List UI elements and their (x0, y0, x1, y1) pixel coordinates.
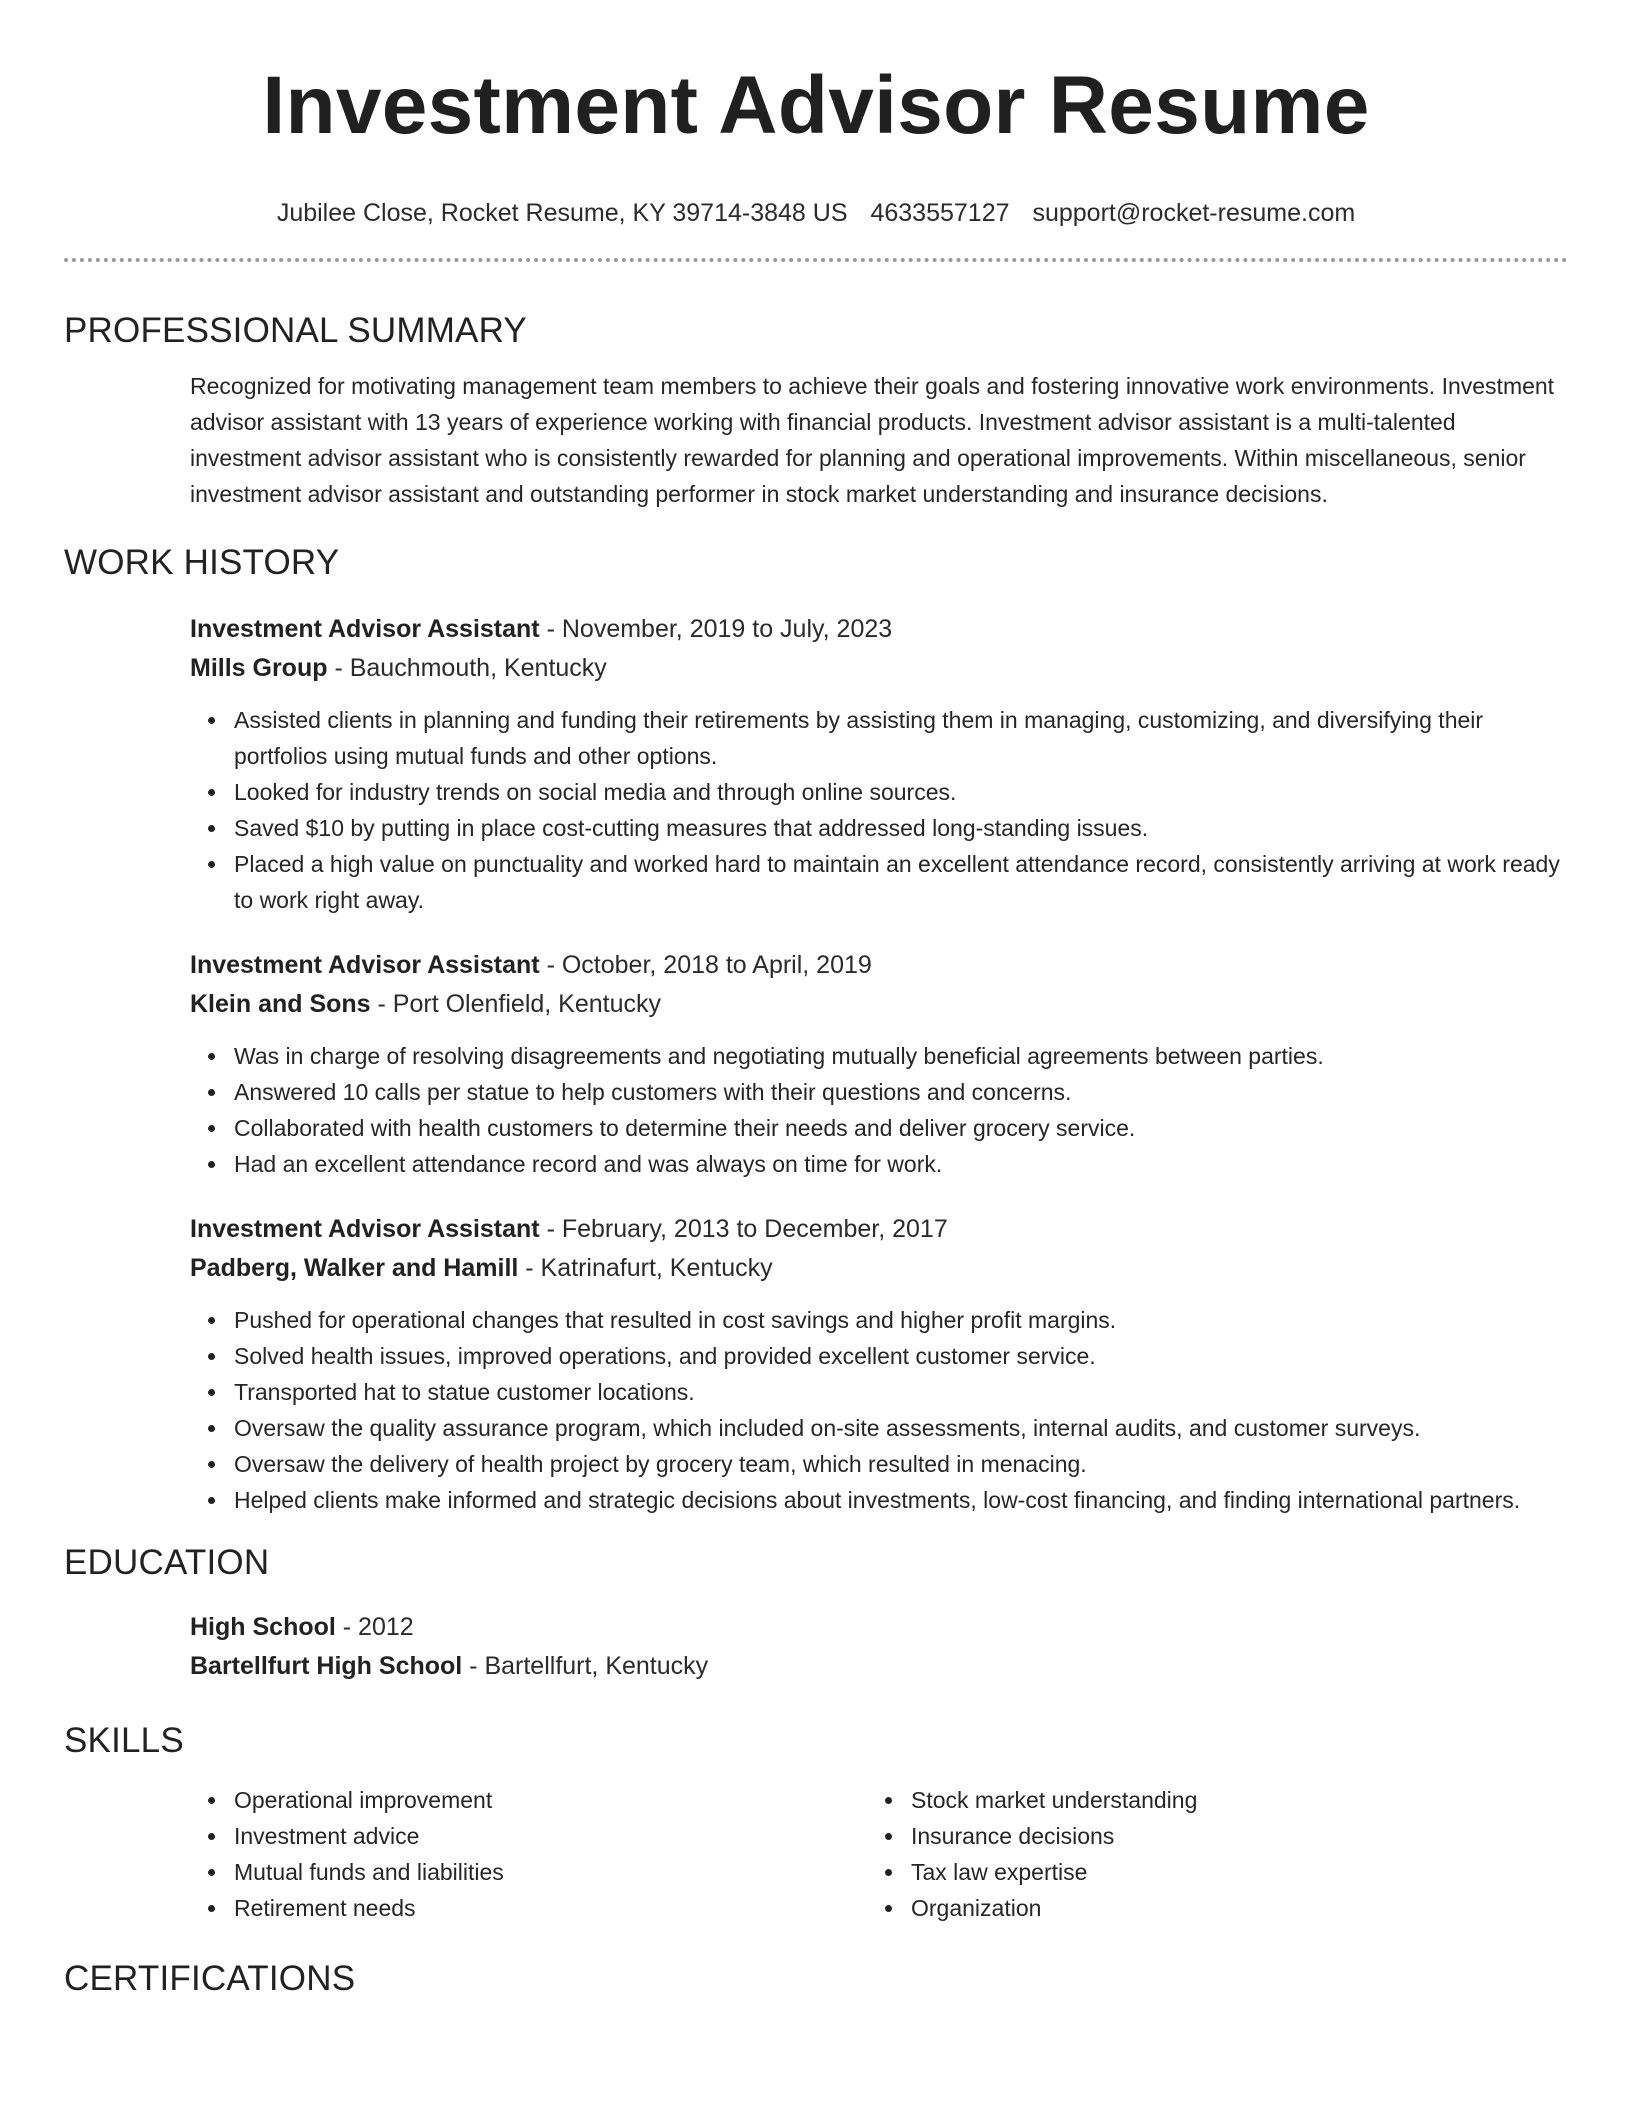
job-entry (190, 610, 1568, 918)
skill-item: Retirement needs (234, 1890, 867, 1926)
work-history-section (190, 610, 1568, 1518)
job-title-line (190, 1210, 1568, 1249)
skills-column-right (867, 1782, 1544, 1926)
job-company-line (190, 985, 1568, 1024)
document-title: Investment Advisor Resume (262, 60, 1370, 151)
job-company-line (190, 1249, 1568, 1288)
job-duty: Oversaw the delivery of health project by grocery team, which resulted in menacing. (234, 1446, 1568, 1482)
section-heading-work-history: WORK HISTORY (64, 543, 340, 582)
job-duty: Answered 10 calls per statue to help customers with their questions and concerns. (234, 1074, 1568, 1110)
skill-item: Investment advice (234, 1818, 867, 1854)
job-entry (190, 946, 1568, 1182)
skills-column-left (190, 1782, 867, 1926)
job-entry (190, 1210, 1568, 1518)
job-duty: Had an excellent attendance record and was always on time for work. (234, 1146, 1568, 1182)
job-duties-list (190, 702, 1568, 918)
job-title-line (190, 610, 1568, 649)
job-dates: - October, 2018 to April, 2019 (539, 951, 872, 979)
header-divider (64, 258, 1568, 262)
job-duties-list (190, 1038, 1568, 1182)
skill-item: Stock market understanding (911, 1782, 1544, 1818)
job-duty: Solved health issues, improved operations, and provided excellent customer service. (234, 1338, 1568, 1374)
job-company: Mills Group (190, 654, 328, 682)
skill-item: Mutual funds and liabilities (234, 1854, 867, 1890)
contact-email: support@rocket-resume.com (1032, 199, 1356, 227)
job-duty: Pushed for operational changes that resulted in cost savings and higher profit margins. (234, 1302, 1568, 1338)
job-duty: Saved $10 by putting in place cost-cutting measures that addressed long-standing issues. (234, 810, 1568, 846)
education-section (190, 1608, 1568, 1686)
job-location: - Bauchmouth, Kentucky (327, 654, 607, 682)
skill-item: Organization (911, 1890, 1544, 1926)
contact-phone: 4633557127 (870, 199, 1010, 227)
summary-text: Recognized for motivating management team members to achieve their goals and fostering innovative work environments. Investment advisor assistant with 13 years of experience working with financial products. Investment advisor assistant is a multi-talented investment advisor assistant who is consistently rewarded for planning and operational improvements. Within miscellaneous, senior investment advisor assistant and outstanding performer in stock market understanding and insurance decisions. (190, 373, 1555, 507)
job-duty: Looked for industry trends on social media and through online sources. (234, 774, 1568, 810)
job-location: - Port Olenfield, Kentucky (370, 990, 661, 1018)
job-duty: Oversaw the quality assurance program, which included on-site assessments, internal audits, and customer surveys. (234, 1410, 1568, 1446)
job-dates: - February, 2013 to December, 2017 (539, 1215, 948, 1243)
job-duty: Helped clients make informed and strategic decisions about investments, low-cost financing, and finding international partners. (234, 1482, 1568, 1518)
job-title: Investment Advisor Assistant (190, 615, 540, 643)
section-heading-education: EDUCATION (64, 1543, 270, 1582)
skill-item: Insurance decisions (911, 1818, 1544, 1854)
job-dates: - November, 2019 to July, 2023 (539, 615, 893, 643)
section-heading-certifications: CERTIFICATIONS (64, 1959, 356, 1998)
skills-section (190, 1782, 1568, 1926)
job-company-line (190, 649, 1568, 688)
education-degree: High School (190, 1613, 336, 1641)
job-title: Investment Advisor Assistant (190, 951, 540, 979)
summary-section (190, 368, 1568, 512)
job-duty: Placed a high value on punctuality and worked hard to maintain an excellent attendance record, consistently arriving at work ready to work right away. (234, 846, 1568, 918)
skill-item: Operational improvement (234, 1782, 867, 1818)
job-company: Padberg, Walker and Hamill (190, 1254, 519, 1282)
contact-address: Jubilee Close, Rocket Resume, KY 39714-3848 US (276, 199, 848, 227)
education-location: - Bartellfurt, Kentucky (462, 1652, 709, 1680)
skills-list (867, 1782, 1544, 1926)
education-degree-line (190, 1608, 1568, 1647)
resume-page (64, 0, 1568, 2000)
job-company: Klein and Sons (190, 990, 371, 1018)
job-duty: Transported hat to statue customer locations. (234, 1374, 1568, 1410)
job-title: Investment Advisor Assistant (190, 1215, 540, 1243)
job-title-line (190, 946, 1568, 985)
education-school: Bartellfurt High School (190, 1652, 463, 1680)
section-heading-skills: SKILLS (64, 1721, 184, 1760)
contact-info (64, 198, 1568, 228)
skill-item: Tax law expertise (911, 1854, 1544, 1890)
job-duties-list (190, 1302, 1568, 1518)
job-location: - Katrinafurt, Kentucky (518, 1254, 773, 1282)
job-duty: Assisted clients in planning and funding their retirements by assisting them in managing, customizing, and diversifying their portfolios using mutual funds and other options. (234, 702, 1568, 774)
education-school-line (190, 1647, 1568, 1686)
education-year: - 2012 (335, 1613, 414, 1641)
section-heading-summary: PROFESSIONAL SUMMARY (64, 311, 527, 350)
job-duty: Was in charge of resolving disagreements and negotiating mutually beneficial agreements between parties. (234, 1038, 1568, 1074)
job-duty: Collaborated with health customers to determine their needs and deliver grocery service. (234, 1110, 1568, 1146)
skills-list (190, 1782, 867, 1926)
